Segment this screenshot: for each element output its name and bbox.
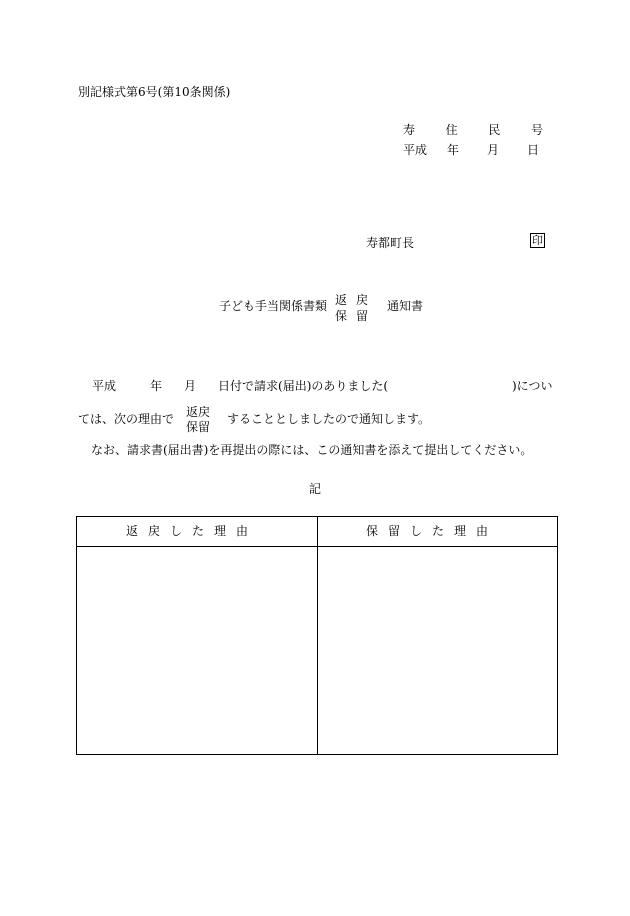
date-month: 月	[487, 143, 500, 157]
document-title-suffix: 通知書	[387, 299, 424, 313]
table-column-divider	[317, 517, 318, 754]
body-option-return: 返戻	[186, 405, 211, 419]
title-option-return: 返戻	[335, 293, 378, 307]
issuer-block	[403, 124, 543, 164]
seal-mark: 印	[532, 234, 543, 247]
date-day: 日	[527, 143, 540, 157]
hold-reason-header: 保留した理由	[366, 524, 499, 538]
date-era: 平成	[403, 143, 428, 157]
body-option-hold: 保留	[186, 420, 211, 434]
document-title-options	[335, 292, 377, 324]
body-line-2-options	[186, 405, 210, 435]
body-line-3: なお、請求書(届出書)を再提出の際には、この通知書を添えて提出してください。	[91, 443, 533, 457]
document-title-prefix: 子ども手当関係書類	[219, 299, 328, 313]
body-line-2-suffix: することとしましたので通知します。	[227, 412, 431, 426]
ki-heading: 記	[309, 482, 322, 496]
body-line-1-close: )につい	[512, 379, 553, 393]
body-line-2-prefix: ては、次の理由で	[78, 412, 175, 426]
id-label: 住	[445, 123, 458, 137]
reason-table	[76, 516, 558, 755]
body-year: 年	[150, 379, 163, 393]
body-era: 平成	[92, 379, 117, 393]
form-number: 別記様式第6号(第10条関係)	[78, 85, 231, 99]
date-year: 年	[447, 143, 460, 157]
id-label: 寿	[403, 123, 416, 137]
document-number-row	[403, 124, 543, 136]
body-line-1	[92, 380, 388, 392]
mayor-title: 寿都町長	[366, 236, 415, 250]
body-request-text: 日付で請求(届出)のありました(	[218, 379, 389, 393]
body-month: 月	[184, 379, 197, 393]
id-label: 号	[530, 123, 543, 137]
issue-date-row	[403, 144, 543, 156]
id-label: 民	[488, 123, 501, 137]
title-option-hold: 保留	[335, 309, 378, 323]
return-reason-header: 返戻した理由	[126, 524, 259, 538]
table-header-divider	[77, 546, 557, 547]
